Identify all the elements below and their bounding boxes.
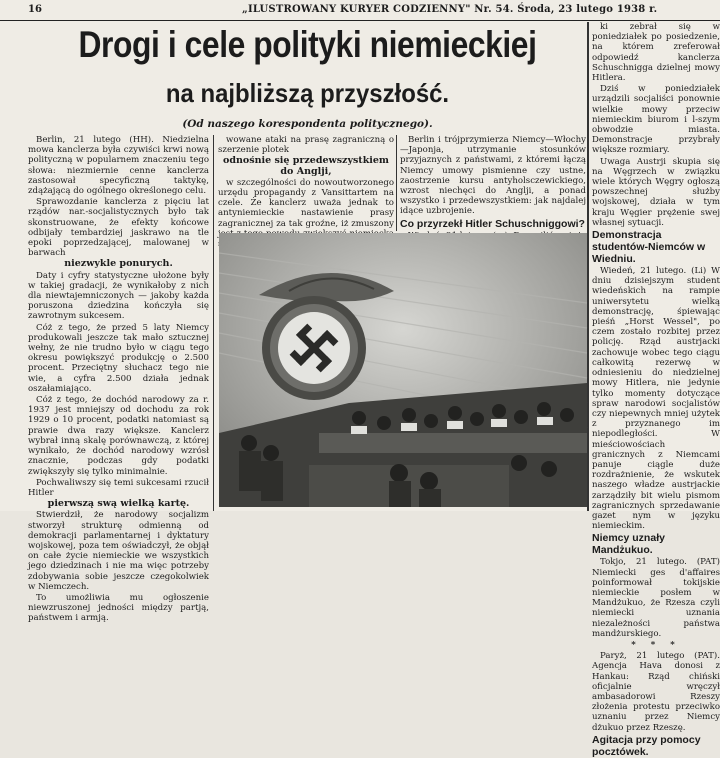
column-rule — [213, 135, 214, 511]
page-number: 16 — [28, 4, 42, 15]
section-heading: Niemcy uznały Mandżukuo. — [592, 532, 665, 557]
section-heading: Demonstracja studentów-Niemców w Wiedniu. — [592, 229, 706, 266]
subheading: niezwykle ponurych. — [64, 258, 173, 270]
article-column-2 — [218, 135, 394, 230]
section-heading: Agitacja przy pomocy pocztówek. — [592, 733, 701, 758]
section-heading: Co przyrzekł Hitler Schuschniggowi? — [400, 217, 585, 230]
paragraph: To umożliwia mu ogłoszenie niewzruszonej jedności między partją, państwem i armją. — [28, 592, 209, 624]
reichstag-photo-illustration — [219, 233, 587, 507]
news-photo — [219, 233, 587, 507]
paragraph: Pochwaliwszy się temi sukcesami rzucił Hitler — [28, 477, 209, 498]
paragraph: Tokjo, 21 lutego. (PAT) Niemiecki ges d'affaires poinformował tokijskie niemieckie posłem w Mandżukuo, że Rzesza czyli niemiecki uznania niezależności państwa mandżurskiego. — [592, 557, 720, 639]
masthead: „ILUSTROWANY KURYER CODZIENNY" Nr. 54. Środa, 23 lutego 1938 r. — [242, 4, 658, 15]
sidebar-column — [592, 22, 720, 758]
column-rule — [587, 22, 589, 511]
article-column-1 — [28, 135, 209, 624]
article-column-3 — [400, 135, 586, 230]
paragraph: Sprawozdanie kanclerza z pięciu lat rządów nar.-socjalistycznych było tak skonstruowane, że efekty końcowe odbijały tembardziej jaskrawo na tle epoki poprzedzającej, malowanej w barwach — [28, 197, 209, 259]
paragraph: Daty i cyfry statystyczne ułożone były w takiej gradacji, że wynikałoby z nich dla niewtajemniczonych — jakoby każda poruszona dziedzina kończyła się zawrotnym sukcesem. — [28, 270, 209, 322]
paragraph: Berlin i trójprzymierza Niemcy—Włochy—Japonja, utrzymanie stosunków przyjaznych z państwami, z któremi łączą Niemcy umowy pismienne czy ustne, zaostrzenie kursu antyholsczewickiego, wzrost niechęci do Anglji, a ponad wszystko i przedewszystkiem: jak najdalej idące uzbrojenie. — [400, 135, 586, 217]
paragraph: Cóż z tego, że przed 5 laty Niemcy produkowali jeszcze tak mało sztucznej wełny, że nie trudno było w ciągu tego okresu powiększyć produkcję o 2.500 procent. Przeciętny słuchacz tego nie wie, a cyfra 2.500 działa jednak oszałamiająco. — [28, 322, 209, 394]
separator-stars: * * * — [631, 639, 681, 650]
paragraph: Berlin, 21 lutego (HH). Niedzielna mowa kanclerza była czywiści krwi nową polityczną w popularnem znaczeniu tego słowa: niezmiernie cenne kanclerza zastosował specyficzną taktykę, zdążającą do ogólnego określonego celu. — [28, 135, 209, 197]
paragraph: Cóż z tego, że dochód narodowy za r. 1937 jest mniejszy od dochodu za rok 1929 o 10 procent, podatki natomiast są prawie dwa razy większe. Kanclerz wybrał inną skalę porównawczą, z której wynikało, że dochód narodowy wzrósł znacznie, podczas gdy podatki zwiększyły się tylko minimalnie. — [28, 395, 209, 477]
headline: Drogi i cele polityki niemieckiej — [78, 24, 537, 65]
paragraph: wowane ataki na prasę zagraniczną o szerzenie plotek — [218, 135, 394, 156]
paragraph: Stwierdził, że narodowy socjalizm stworzył strukturę odmienną od demokracji parlamentarnej i dyktatury wojskowej, poza tem oświadczył, że objął on całe życie niemieckie we wszystkich jego dziedzinach i nie ma więc potrzeby zdobywania sobie jeszcze czegokolwiek w Niemczech. — [28, 510, 209, 592]
paragraph: ki zebrał się w poniedziałek po posiedzenie, na którem zreferował odpowiedź kanclerza Schuschnigga dzielnej mowy Hitlera. — [592, 22, 720, 84]
byline: (Od naszego korespondenta politycznego). — [182, 118, 433, 130]
column-rule — [396, 135, 397, 231]
subheadline: na najbliższą przyszłość. — [165, 78, 450, 108]
subheading: pierwszą swą wielką kartę. — [47, 498, 190, 510]
paragraph: Wiedeń, 21 lutego. (Li) W dniu dzisiejszym student wiedeńskich na rampie uniwersytetu wielką demonstrację, śpiewając pieśń „Horst Wessel", po czem zostało rozbitej przez policję. Rząd austrjacki zachowuje wobec tego ciągu całkowitą rezerwę w odniesieniu do niedzielnej mowy Hitlera, nie jedynie tylko momenty dotyczące spraw narodowi socjalistów czy niepewnych mniej użytek z przyznanego im niepodległości. W mieściowościach granicznych z Niemcami panuje ciągle duże rozdrażnienie, że wskutek naszego władze austrjackie zarządziły bit wielu pismom zagranicznych sprzedawanie gazet nym w języku niemieckim. — [592, 266, 720, 532]
subheading: odnośnie się przedewszystkiem do Anglji, — [223, 155, 389, 177]
paragraph: w szczególności do nowoutworzonego urzędu propagandy z Vansittartem na czele. Że kanclerz uważa jednak to antyniemieckie nastawienie prasy zagranicznej za tak groźne, iż zmuszony — [218, 177, 394, 229]
paragraph: Uwaga Austrji skupia się na Węgrzech w związku wiele których Węgry ogłoszą powszechnej służby wojskowej, działa w tym kraju Węgier prężenie swej własnej sytuacji. — [592, 156, 720, 228]
paragraph: Dziś w poniedziałek urządzili socjaliści ponownie wielkie mowy przeciw niemieckim biurom i l-szym obwodzie miasta. Demonstracje przybrały większe rozmiary. — [592, 84, 720, 156]
page-header — [0, 0, 720, 21]
paragraph: Paryż, 21 lutego (PAT). Agencja Hava donosi z Hankau: Rząd chiński oficjalnie wręczył ambasadorowi Rzeszy złożenia protestu przeciwko uznaniu przez Niemcy dżukuo przez Rzeszę. — [592, 651, 720, 733]
